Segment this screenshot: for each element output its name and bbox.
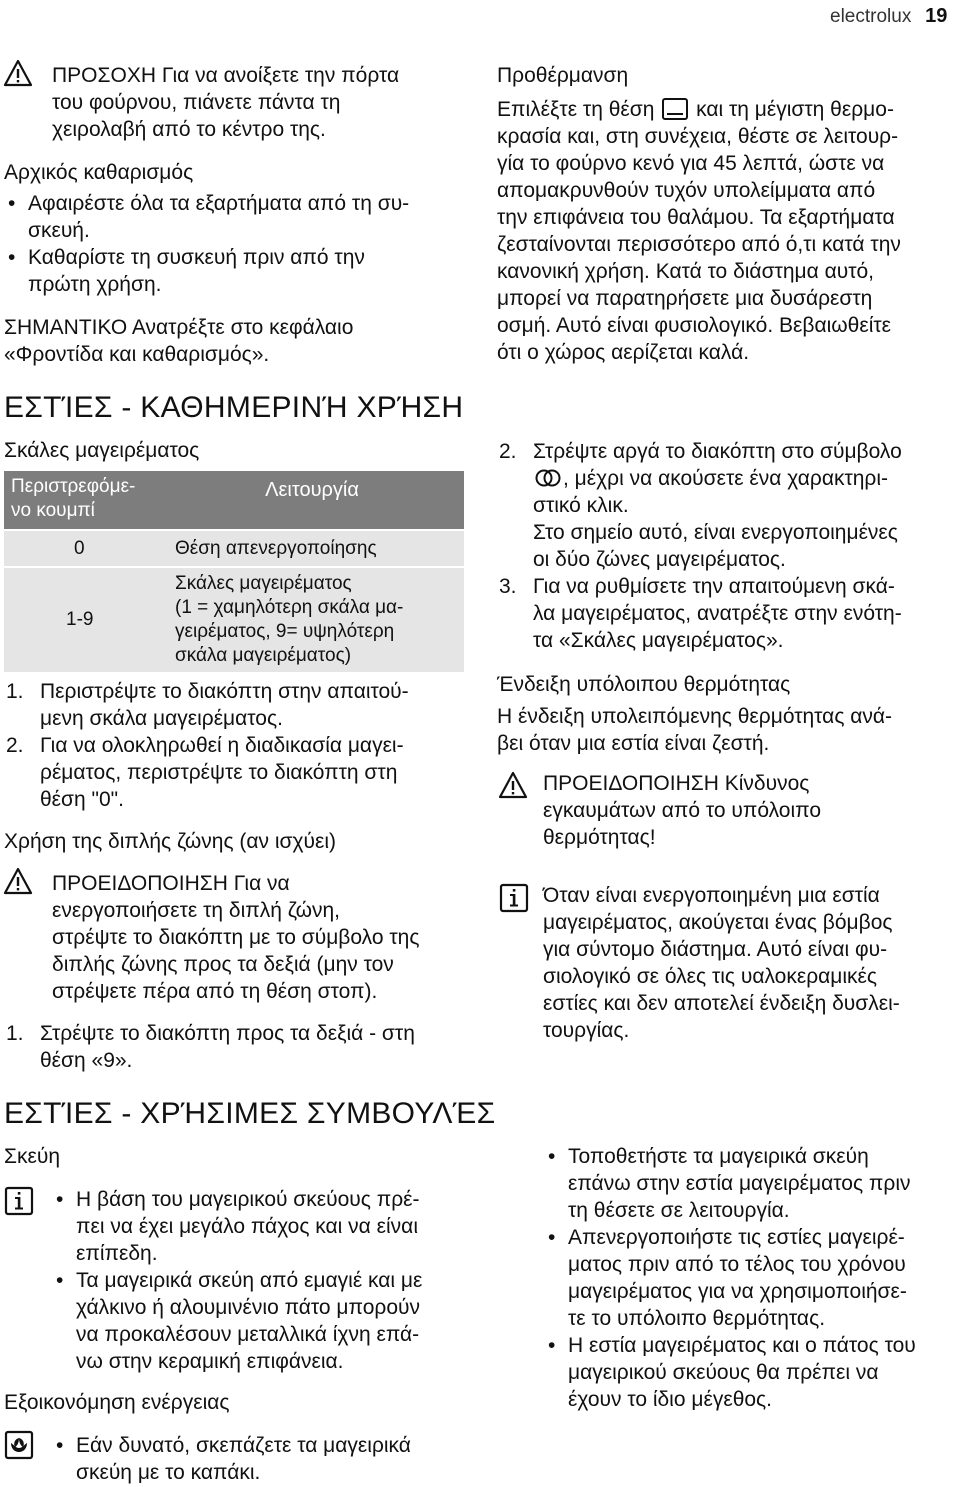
list-item: • Τα μαγειρικά σκεύη από εμαγιέ και με χάλκινο ή αλουμινένιο πάτο μπορούν να προκαλέσουν μεταλλικά ίχνη επά- νω στην κεραμική επιφάνεια. <box>52 1267 482 1375</box>
list-item: • Η εστία μαγειρέματος και ο πάτος του μαγειρικού σκεύους θα πρέπει να έχουν το ίδιο μέγεθος. <box>544 1332 959 1413</box>
preheat-title: Προθέρμανση <box>497 64 629 87</box>
important-lead: ΣΗΜΑΝΤΙΚΟ <box>4 316 128 339</box>
table-header: Περιστρεφόμε- νο κουμπί Λειτουργία <box>4 471 464 531</box>
warning-lead: ΠΡΟΕΙΔΟΠΟΙΗΣΗ <box>52 872 228 895</box>
warning-lead: ΠΡΟΣΟΧΗ <box>52 64 156 87</box>
cooking-levels-table <box>4 471 464 674</box>
info-icon <box>4 1186 34 1216</box>
section-title-daily-use: ΕΣΤΊΕΣ - ΚΑΘΗΜΕΡΙΝΉ ΧΡΉΣΗ <box>4 391 464 424</box>
warning-icon <box>3 866 33 896</box>
list-item: • Η βάση του μαγειρικού σκεύους πρέ- πει να έχει μεγάλο πάχος και να είναι επίπεδη. <box>52 1186 482 1267</box>
list-item: • Αφαιρέστε όλα τα εξαρτήματα από τη συ- σκευή. <box>4 190 474 244</box>
list-item: • Εάν δυνατό, σκεπάζετε τα μαγειρικά σκεύη με το καπάκι. <box>52 1432 482 1486</box>
dual-zone-icon <box>533 468 563 488</box>
warning-burns: ΠΡΟΕΙΔΟΠΟΙΗΣΗ Κίνδυνος εγκαυμάτων από το υπόλοιπο θερμότητας! <box>543 772 822 849</box>
energy-saving-list <box>52 1432 482 1486</box>
residual-heat-text: Η ένδειξη υπολειπόμενης θερμότητας ανά- βει όταν μια εστία είναι ζεστή. <box>497 705 893 755</box>
warning-icon <box>498 770 528 800</box>
warning-door: ΠΡΟΣΟΧΗ Για να ανοίξετε την πόρτα του φούρνου, πιάνετε πάντα τη χειρολαβή από το κέντρο της. <box>52 64 400 141</box>
eco-leaf-icon <box>4 1430 34 1460</box>
list-item: • Απενεργοποιήστε τις εστίες μαγειρέ- ματος πριν από το τέλος του χρόνου μαγειρέματος για να χρησιμοποιήσε- τε το υπόλοιπο θερμότητας. <box>544 1224 959 1332</box>
dual-zone-title: Χρήση της διπλής ζώνης (αν ισχύει) <box>4 830 337 853</box>
brand-name: electrolux <box>830 6 912 27</box>
warning-lead: ΠΡΟΕΙΔΟΠΟΙΗΣΗ <box>543 772 719 795</box>
section-title-tips: ΕΣΤΊΕΣ - ΧΡΉΣΙΜΕΣ ΣΥΜΒΟΥΛΈΣ <box>4 1097 496 1130</box>
cookware-title: Σκεύη <box>4 1145 61 1168</box>
page-number: 19 <box>925 5 948 27</box>
tips-list-right <box>544 1143 959 1413</box>
dual-zone-step-1 <box>6 1020 476 1074</box>
list-item: 1. Στρέψτε το διακόπτη προς τα δεξιά - στη θέση «9». <box>6 1022 415 1072</box>
residual-heat-title: Ένδειξη υπόλοιπου θερμότητας <box>497 673 791 696</box>
initial-cleaning-title: Αρχικός καθαρισμός <box>4 161 194 184</box>
list-item: 2. Στρέψτε αργά το διακόπτη στο σύμβολο , μέχρι να ακούσετε ένα χαρακτηρι- στικό κλικ. Στο σημείο αυτό, είναι ενεργοποιημένες οι δύο ζώνες μαγειρέματος. <box>499 440 902 571</box>
table-row: 0 Θέση απενεργοποίησης <box>4 531 464 568</box>
list-item: 3. Για να ρυθμίσετε την απαιτούμενη σκά- λα μαγειρέματος, ανατρέξτε στην ενότη- τα «Σκάλες μαγειρέματος». <box>499 575 902 652</box>
list-item: • Καθαρίστε τη συσκευή πριν από την πρώτη χρήση. <box>4 244 474 298</box>
list-item: 1. Περιστρέψτε το διακόπτη στην απαιτού- μενη σκάλα μαγειρέματος. <box>6 680 409 730</box>
important-note: ΣΗΜΑΝΤΙΚΟ Ανατρέξτε στο κεφάλαιο «Φροντίδα και καθαρισμός». <box>4 316 354 366</box>
energy-saving-title: Εξοικονόμηση ενέργειας <box>4 1391 230 1414</box>
table-row: 1-9 Σκάλες μαγειρέματος (1 = χαμηλότερη σκάλα μα- γειρέματος, 9= υψηλότερη σκάλα μαγειρέματος) <box>4 568 464 674</box>
warning-icon <box>3 58 33 88</box>
list-item: 2. Για να ολοκληρωθεί η διαδικασία μαγει- ρέματος, περιστρέψτε το διακόπτη στη θέση "0". <box>6 734 404 811</box>
cookware-list <box>52 1186 482 1375</box>
info-icon <box>499 883 529 913</box>
list-item: • Τοποθετήστε τα μαγειρικά σκεύη επάνω στην εστία μαγειρέματος πριν τη θέσετε σε λειτουργία. <box>544 1143 959 1224</box>
initial-cleaning-list <box>4 190 474 298</box>
warning-dual-zone: ΠΡΟΕΙΔΟΠΟΙΗΣΗ Για να ενεργοποιήσετε τη διπλή ζώνη, στρέψτε το διακόπτη με το σύμβολο της διπλής ζώνης προς τα δεξιά (μην τον στρέψετε πέρα από τη θέση στοπ). <box>52 872 420 1003</box>
preheat-text: Επιλέξτε τη θέση και τη μέγιστη θερμο- κρασία και, στη συνέχεια, θέστε σε λειτουρ- γία το φούρνο κενό για 45 λεπτά, ώστε να απομακρυνθούν τυχόν υπολείμματα από την επιφάνεια του θαλάμου. Τα εξαρτήματα ζεσταίνονται περισσότερο από ό,τι κατά την κανονική χρήση. Κατά το διάστημα αυτό, μπορεί να παρατηρήσετε μια δυσάρεστη οσμή. Αυτό είναι φυσιολογικό. Βεβαιωθείτε ότι ο χώρος αερίζεται καλά. <box>497 98 901 364</box>
page-header <box>830 2 947 30</box>
info-buzz: Όταν είναι ενεργοποιημένη μια εστία μαγειρέματος, ακούγεται ένας βόμβος για σύντομο διάστημα. Αυτό είναι φυ- σιολογικό σε όλες τις υαλοκεραμικές εστίες και δεν αποτελεί ένδειξη δυσλει- τουργίας. <box>543 884 900 1042</box>
dual-zone-steps <box>499 438 959 654</box>
oven-position-icon <box>662 98 688 120</box>
cooking-levels-title: Σκάλες μαγειρέματος <box>4 439 200 462</box>
cooking-steps <box>6 678 476 813</box>
